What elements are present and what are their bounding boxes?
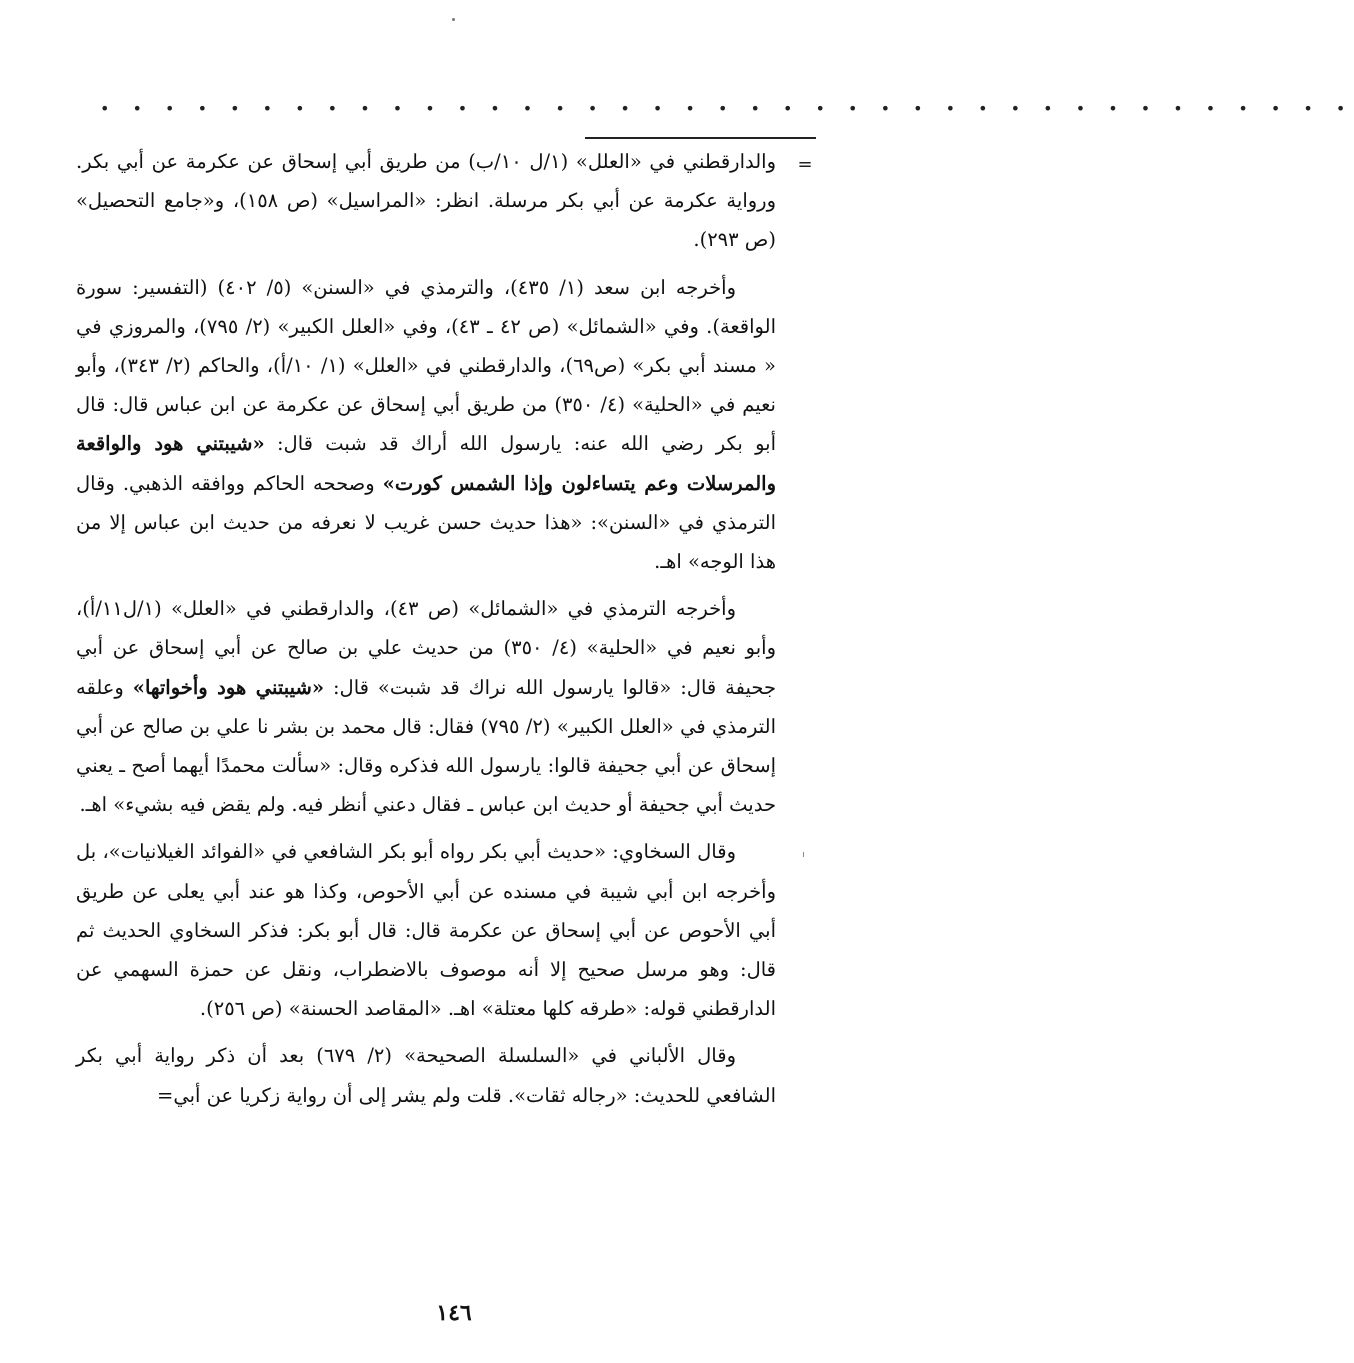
footnote-body xyxy=(76,142,776,1123)
text-run: وأخرجه ابن سعد (١/ ٤٣٥)، والترمذي في «السنن» (٥/ ٤٠٢) (التفسير: سورة الواقعة). وفي «الشمائل» (ص ٤٢ ـ ٤٣)، وفي «العلل الكبير» (٢/ ٧٩٥)، والمروزي في « مسند أبي بكر» (ص٦٩)، والدارقطني في «العلل» (١/ ١٠/أ)، والحاكم (٢/ ٣٤٣)، وأبو نعيم في «الحلية» (٤/ ٣٥٠) من طريق أبي إسحاق عن عكرمة عن ابن عباس قال: قال أبو بكر رضي الله عنه: يارسول الله أراك قد شبت قال: xyxy=(76,275,776,456)
bold-quote: «شيبتني هود وأخواتها» xyxy=(132,675,325,699)
text-run: وقال السخاوي: «حديث أبي بكر رواه أبو بكر الشافعي في «الفوائد الغيلانيات»، بل وأخرجه ابن أبي شيبة في مسنده عن أبي الأحوص، وكذا هو عند أبي يعلى عن طريق أبي الأحوص عن أبي إسحاق عن عكرمة قال: قال أبو بكر: فذكر السخاوي الحديث ثم قال: وهو مرسل صحيح إلا أنه موصوف بالاضطراب، ونقل عن حمزة السهمي عن الدارقطني قوله: «طرقه كلها معتلة» اهـ. «المقاصد الحسنة» (ص ٢٥٦). xyxy=(76,840,776,1021)
footnote-rule xyxy=(585,137,816,139)
paragraph xyxy=(76,589,776,824)
dot-leader: • • • • • • • • • • • • • • • • • • • • • • • • • • • • • • • • • • • • • • • xyxy=(100,99,1354,118)
paragraph xyxy=(76,142,776,260)
continuation-mark: = xyxy=(797,154,813,175)
text-run: وقال الألباني في «السلسلة الصحيحة» (٢/ ٦٧٩) بعد أن ذكر رواية أبي بكر الشافعي للحديث: «رجاله ثقات». قلت ولم يشر إلى أن رواية زكريا عن أبي= xyxy=(76,1044,776,1107)
text-run: والدارقطني في «العلل» (١/ل ١٠/ب) من طريق أبي إسحاق عن عكرمة عن أبي بكر. ورواية عكرمة عن أبي بكر مرسلة. انظر: «المراسيل» (ص ١٥٨)، و«جامع التحصيل» (ص ٢٩٣). xyxy=(76,150,776,252)
paragraph xyxy=(76,1036,776,1114)
paragraph xyxy=(76,832,776,1028)
text-run: وأخرجه الترمذي في «الشمائل» (ص ٤٣)، والدارقطني في «العلل» (١/ل١١/أ)، وأبو نعيم في «الحلية» (٤/ ٣٥٠) من حديث علي بن صالح عن أبي إسحاق عن أبي جحيفة قال: «قالوا يارسول الله نراك قد شبت» قال: xyxy=(76,597,776,699)
margin-tick xyxy=(803,852,804,857)
text-run: وعلقه الترمذي في «العلل الكبير» (٢/ ٧٩٥) فقال: قال محمد بن بشر نا علي بن صالح عن أبي إسحاق عن أبي جحيفة قالوا: يارسول الله فذكره وقال: «سألت محمدًا أيهما أصح ـ يعني حديث أبي جحيفة أو حديث ابن عباس ـ فقال دعني أنظر فيه. ولم يقض فيه بشيء» اهـ. xyxy=(76,675,776,817)
page-number: ١٤٦ xyxy=(436,1300,472,1326)
bold-quote: «شيبتني هود والواقعة والمرسلات وعم يتساءلون وإذا الشمس كورت» xyxy=(76,432,776,495)
text-run: وصححه الحاكم ووافقه الذهبي. وقال الترمذي في «السنن»: «هذا حديث حسن غريب لا نعرفه من حديث ابن عباس إلا من هذا الوجه» اهـ. xyxy=(76,471,776,574)
paragraph xyxy=(76,268,776,582)
scan-speck xyxy=(452,18,455,21)
